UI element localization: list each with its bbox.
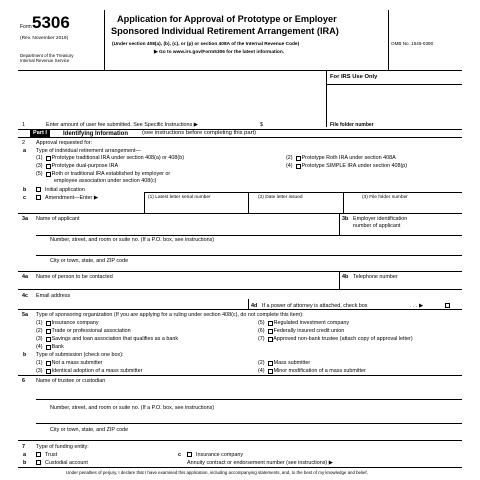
email-input[interactable]: [36, 300, 246, 308]
form-number: 5306: [32, 13, 70, 32]
line7b-letter: b: [23, 460, 27, 466]
trustee-name-input[interactable]: [36, 386, 460, 397]
option-2a2-label: (2) Prototype Roth IRA under section 408A: [286, 155, 396, 161]
option-5a6-label: (6) Federally insured credit union: [258, 328, 345, 334]
line2c-folder-input[interactable]: [345, 203, 460, 212]
applicant-city-input[interactable]: [36, 265, 460, 270]
header-divider-left: [104, 10, 105, 70]
line4b-number: 4b: [342, 274, 349, 280]
line2c-label: Amendment—Enter ▶: [45, 195, 98, 201]
revision-date: (Rev. November 2019): [20, 36, 69, 41]
option-5a1-label: (1) Insurance company: [36, 320, 99, 326]
line4d-leader: . . . ▶: [410, 303, 424, 309]
footer-rule: [18, 467, 462, 468]
checkbox-2c-amendment[interactable]: [36, 195, 41, 200]
line7-label: Type of funding entity:: [36, 444, 89, 450]
form-word: Form: [20, 24, 32, 30]
line2-number: 2: [22, 140, 25, 146]
part1-label: Part I: [30, 129, 50, 137]
irs-use-rule: [326, 84, 462, 85]
line3-city-label: City or town, state, and ZIP code: [50, 258, 129, 264]
line2c-divider-2: [248, 192, 249, 213]
option-2a3-label: (3) Prototype dual-purpose IRA: [36, 163, 119, 169]
line4b-label: Telephone number: [353, 274, 398, 280]
file-folder-number-label: File folder number: [330, 122, 374, 128]
line4-rule-mid: [18, 289, 462, 290]
line2c-date-label: (2) Date letter issued: [258, 195, 303, 200]
form-title-line1: Application for Approval of Prototype or Employer: [117, 14, 337, 24]
applicant-street-input[interactable]: [36, 245, 460, 254]
irs-use-divider: [326, 70, 327, 127]
line3-divider: [339, 213, 340, 235]
line4-divider: [339, 271, 340, 289]
option-2a5-label-cont: employee association under section 408(c): [54, 178, 157, 184]
line4d-divider: [248, 299, 249, 309]
line2a-letter: a: [23, 148, 26, 154]
part1-subtitle: (see instructions before completing this part): [142, 130, 257, 136]
line2c-letter: c: [23, 195, 26, 201]
part1-rule-bottom: [18, 137, 462, 138]
line2c-divider-1: [144, 192, 145, 213]
option-5a2-label: (2) Trade or professional association: [36, 328, 131, 334]
line4c-label: Email address: [36, 293, 71, 299]
irs-use-only-label: For IRS Use Only: [330, 74, 378, 80]
line3-rule-2: [36, 255, 462, 256]
line2c-date-input[interactable]: [250, 203, 342, 212]
line3a-label: Name of applicant: [36, 216, 80, 222]
line4-rule-top: [18, 271, 462, 272]
line7c-letter: c: [178, 452, 181, 458]
line2a-label: Type of individual retirement arrangement—: [36, 148, 141, 154]
line7-number: 7: [22, 444, 25, 450]
option-5b3-label: (3) Identical adoption of a mass submitter: [36, 368, 143, 374]
checkbox-7b-custodial[interactable]: [36, 460, 41, 465]
option-5b1-label: (1) Not a mass submitter: [36, 360, 103, 366]
line5-rule-top: [18, 309, 462, 310]
line4a-label: Name of person to be contacted: [36, 274, 113, 280]
header-rule: [18, 70, 462, 71]
trustee-city-input[interactable]: [36, 434, 460, 439]
line3-rule-1: [36, 235, 462, 236]
line4d-number: 4d: [251, 303, 258, 309]
line6-rule-1: [36, 399, 462, 400]
line1-number: 1: [22, 122, 25, 128]
line2b-label: Initial application: [45, 187, 85, 193]
line6-number: 6: [22, 378, 25, 384]
line1-dollar-sign: $: [260, 122, 263, 128]
line2-label: Approval requested for:: [36, 140, 93, 146]
applicant-name-input[interactable]: [36, 224, 336, 233]
line2c-serial-label: (1) Latest letter serial number: [148, 195, 211, 200]
option-2a1-label: (1) Prototype traditional IRA under section 408(a) or 408(b): [36, 155, 185, 161]
department-line: Department of the Treasury: [20, 53, 74, 58]
line3b-number: 3b: [342, 216, 349, 222]
checkbox-2b-initial[interactable]: [36, 187, 41, 192]
line4a-number: 4a: [22, 274, 28, 280]
line3b-label-cont: number of applicant: [353, 223, 401, 229]
line4c-number: 4c: [22, 293, 28, 299]
line2c-rule-top: [144, 192, 462, 193]
part1-title: Identifying Information: [63, 131, 128, 137]
line5a-number: 5a: [22, 312, 28, 318]
line2c-folder-label: (3) File folder number: [362, 195, 408, 200]
line5b-label: Type of submission (check one box):: [36, 352, 124, 358]
line3b-label: Employer identification: [353, 216, 408, 222]
line2c-serial-input[interactable]: [146, 203, 246, 212]
line3a-number: 3a: [22, 216, 28, 222]
line7a-letter: a: [23, 452, 26, 458]
option-2a4-label: (4) Prototype SIMPLE IRA under section 408(p): [286, 163, 408, 169]
line6-rule-top: [18, 375, 462, 376]
line7c-label: Insurance company: [196, 452, 244, 458]
option-2a5-label: (5) Roth or traditional IRA established by employer or: [36, 171, 171, 177]
checkbox-7c-insurance[interactable]: [187, 452, 192, 457]
goto-website: ▶ Go to www.irs.gov/Form5306 for the latest information.: [154, 50, 285, 55]
contact-name-input[interactable]: [36, 281, 336, 288]
line5b-letter: b: [23, 352, 27, 358]
line6-city-label: City or town, state, and ZIP code: [50, 427, 129, 433]
line4d-label: If a power of attorney is attached, check box: [262, 303, 368, 309]
line6-rule-2: [36, 423, 462, 424]
file-folder-number-field: [328, 86, 460, 120]
option-5b2-label: (2) Mass submitter: [258, 360, 311, 366]
line3-rule-top: [18, 213, 462, 214]
option-5a7-label: (7) Approved non-bank trustee (attach copy of approval letter): [258, 336, 413, 342]
line1-user-fee-input[interactable]: [266, 118, 324, 127]
penalties-of-perjury-text: Under penalties of perjury, I declare that I have examined this application, including accompanying statements, and, to the best of my knowledge and belief,: [66, 470, 368, 475]
line7a-label: Trust: [45, 452, 58, 458]
option-5a3-label: (3) Savings and loan association that qualifies as a bank: [36, 336, 179, 342]
line1-user-fee-label: Enter amount of user fee submitted. See Specific Instructions ▶: [46, 122, 198, 128]
under-section-note: (Under section 408(a), (b), (c), or (p) or section 408A of the Internal Revenue Code): [112, 42, 300, 47]
line7c-annuity-label: Annuity contract or endorsement number (see instructions) ▶: [187, 460, 333, 466]
header-divider-right: [388, 10, 389, 70]
line7b-label: Custodial account: [45, 460, 88, 466]
telephone-input[interactable]: [342, 281, 460, 288]
checkbox-4d-power-of-attorney[interactable]: [445, 303, 450, 308]
line3-street-label: Number, street, and room or suite no. (If a P.O. box, see instructions): [50, 237, 215, 243]
form-title-line2: Sponsored Individual Retirement Arrangement (IRA): [111, 26, 339, 36]
line6-street-label: Number, street, and room or suite no. (If a P.O. box, see instructions): [50, 405, 215, 411]
omb-number: OMB No. 1545-0390: [391, 41, 434, 46]
line2c-divider-3: [343, 192, 344, 213]
line5a-label: Type of sponsoring organization (If you are applying for a ruling under section 408(c), do not complete this item):: [36, 312, 304, 318]
option-5b4-label: (4) Minor modification of a mass submitter: [258, 368, 366, 374]
trustee-street-input[interactable]: [36, 413, 460, 422]
annuity-contract-input[interactable]: [386, 458, 460, 466]
line7-rule-top: [18, 440, 462, 441]
line6-label: Name of trustee or custodian: [36, 378, 106, 384]
line2b-letter: b: [23, 187, 27, 193]
option-5a5-label: (5) Regulated investment company: [258, 320, 350, 326]
agency-line: Internal Revenue Service: [20, 58, 70, 63]
option-5a4-label: (4) Bank: [36, 344, 64, 350]
checkbox-7a-trust[interactable]: [36, 452, 41, 457]
